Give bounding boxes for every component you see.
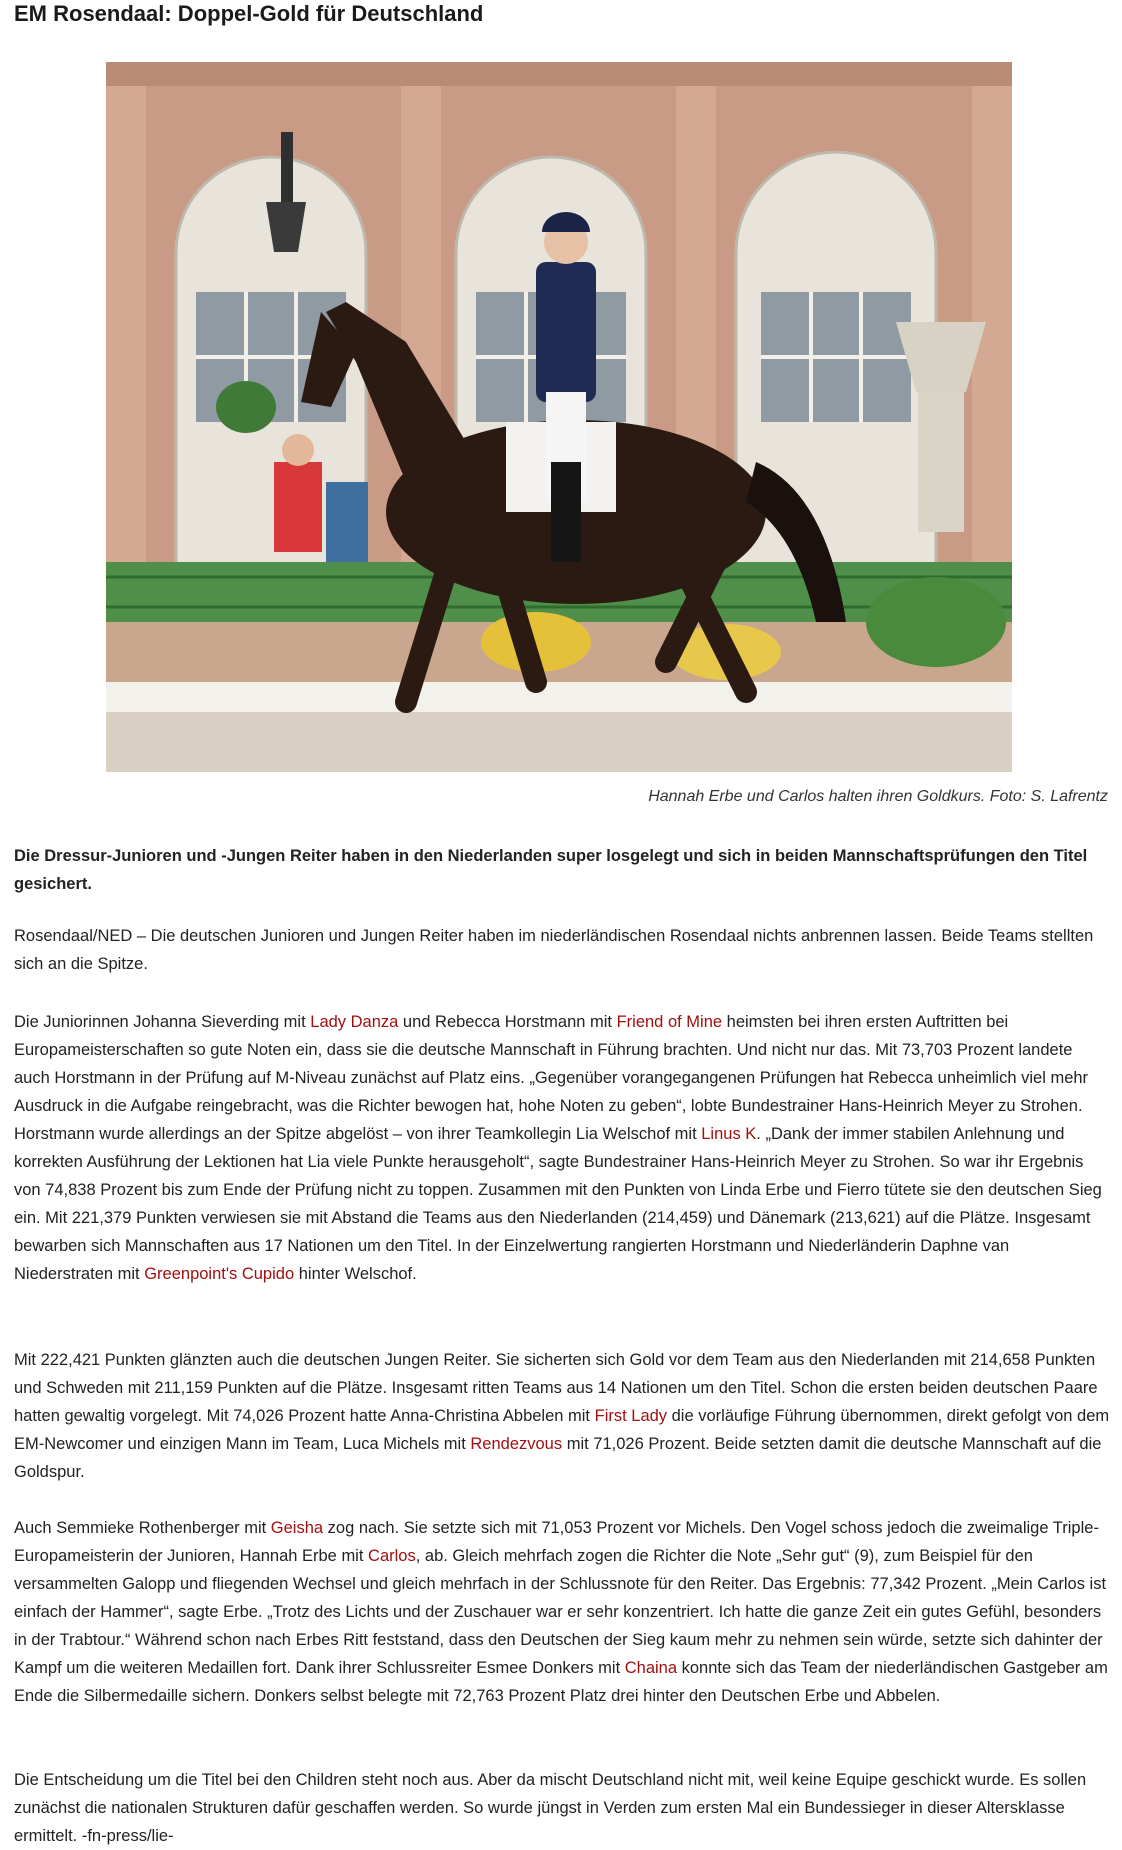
image-caption: Hannah Erbe und Carlos halten ihren Goldkurs. Foto: S. Lafrentz — [648, 788, 1108, 805]
link-chaina[interactable]: Chaina — [624, 1659, 678, 1677]
link-lady-danza[interactable]: Lady Danza — [310, 1013, 399, 1031]
paragraph-text: konnte sich das Team der niederländischen Gastgeber am Ende die Silbermedaille sichern. Donkers selbst belegte mit 72,763 Prozent Platz drei hinter den Deutschen Erbe und Abbelen. — [14, 1659, 1108, 1705]
paragraph-text: mit 71,026 Prozent. Beide setzten damit die deutsche Mannschaft auf die Goldspur. — [14, 1435, 1102, 1481]
dressage-photo-illustration — [106, 62, 1012, 772]
paragraph-text: zog nach. Sie setzte sich mit 71,053 Prozent vor Michels. Den Vogel schoss jedoch die zweimalige Triple-Europameisterin der Junioren, Hannah Erbe mit — [14, 1519, 1099, 1565]
link-linus-k[interactable]: Linus K — [701, 1125, 757, 1143]
paragraph-2 — [14, 1008, 1110, 1288]
link-geisha[interactable]: Geisha — [270, 1519, 324, 1537]
link-first-lady[interactable]: First Lady — [594, 1407, 668, 1425]
paragraph-text: , ab. Gleich mehrfach zogen die Richter die Note „Sehr gut“ (9), zum Beispiel für den versammelten Galopp und fliegenden Wechsel und gleich mehrfach in der Schlussnote für den Reiter. Das Ergebnis: 77,342 Prozent. „Mein Carlos ist einfach der Hammer“, sagte Erbe. „Trotz des Lichts und der Zuschauer war er sehr konzentriert. Ich hatte die ganze Zeit ein gutes Gefühl, besonders in der Trabtour.“ Während schon nach Erbes Ritt feststand, dass den Deutschen der Sieg kaum mehr zu nehmen sein würde, setzte sich dahinter der Kampf um die weiteren Medaillen fort. Dank ihrer Schlussreiter Esmee Donkers mit — [14, 1547, 1107, 1677]
article-photo — [106, 62, 1012, 772]
paragraph-text: Die Juniorinnen Johanna Sieverding mit — [14, 1013, 311, 1031]
paragraph-4 — [14, 1514, 1110, 1710]
link-carlos[interactable]: Carlos — [368, 1547, 416, 1565]
link-rendezvous[interactable]: Rendezvous — [470, 1435, 563, 1453]
article-lead: Die Dressur-Junioren und -Jungen Reiter haben in den Niederlanden super losgelegt und sich in beiden Mannschaftsprüfungen den Titel gesichert. — [14, 847, 1088, 893]
paragraph-text: die vorläufige Führung übernommen, direkt gefolgt von dem EM-Newcomer und einzigen Mann im Team, Luca Michels mit — [14, 1407, 1110, 1453]
link-friend-of-mine[interactable]: Friend of Mine — [616, 1013, 723, 1031]
article-title: EM Rosendaal: Doppel-Gold für Deutschland — [14, 1, 484, 26]
paragraph-text: hinter Welschof. — [294, 1265, 417, 1283]
paragraph-3 — [14, 1346, 1110, 1486]
paragraph-text: heimsten bei ihren ersten Auftritten bei Europameisterschaften so gute Noten ein, dass sie die deutsche Mannschaft in Führung brachten. Und nicht nur das. Mit 73,703 Prozent landete auch Horstmann in der Prüfung auf M-Niveau zunächst auf Platz eins. „Gegenüber vorangegangenen Prüfungen hat Rebecca unheimlich viel mehr Ausdruck in die Aufgabe reingebracht, was die Richter bewogen hat, hohe Noten zu geben“, lobte Bundestrainer Hans-Heinrich Meyer zu Strohen. Horstmann wurde allerdings an der Spitze abgelöst – von ihrer Teamkollegin Lia Welschof mit — [14, 1013, 1089, 1143]
paragraph-text: Mit 222,421 Punkten glänzten auch die deutschen Jungen Reiter. Sie sicherten sich Gold vor dem Team aus den Niederlanden mit 214,658 Punkten und Schweden mit 211,159 Punkten auf die Plätze. Insgesamt ritten Teams aus 14 Nationen um den Titel. Schon die ersten beiden deutschen Paare hatten gewaltig vorgelegt. Mit 74,026 Prozent hatte Anna-Christina Abbelen mit — [14, 1351, 1098, 1425]
paragraph-1: Rosendaal/NED – Die deutschen Junioren und Jungen Reiter haben im niederländischen Rosendaal nichts anbrennen lassen. Beide Teams stellten sich an die Spitze. — [14, 927, 1094, 973]
paragraph-text: Auch Semmieke Rothenberger mit — [14, 1519, 271, 1537]
paragraph-text: und Rebecca Horstmann mit — [398, 1013, 617, 1031]
paragraph-5: Die Entscheidung um die Titel bei den Children steht noch aus. Aber da mischt Deutschland nicht mit, weil keine Equipe geschickt wurde. Es sollen zunächst die nationalen Strukturen dafür geschaffen werden. So wurde jüngst in Verden zum ersten Mal ein Bundessieger in dieser Altersklasse ermittelt. -fn-press/lie- — [14, 1771, 1087, 1845]
link-greenpoints-cupido[interactable]: Greenpoint's Cupido — [144, 1265, 295, 1283]
paragraph-text: . „Dank der immer stabilen Anlehnung und korrekten Ausführung der Lektionen hat Lia viele Punkte herausgeholt“, sagte Bundestrainer Hans-Heinrich Meyer zu Strohen. So war ihr Ergebnis von 74,838 Prozent bis zum Ende der Prüfung nicht zu toppen. Zusammen mit den Punkten von Linda Erbe und Fierro tütete sie den deutschen Sieg ein. Mit 221,379 Punkten verwiesen sie mit Abstand die Teams aus den Niederlanden (214,459) und Dänemark (213,621) auf die Plätze. Insgesamt bewarben sich Mannschaften aus 17 Nationen um den Titel. In der Einzelwertung rangierten Horstmann und Niederländerin Daphne van Niederstraten mit — [14, 1125, 1102, 1283]
